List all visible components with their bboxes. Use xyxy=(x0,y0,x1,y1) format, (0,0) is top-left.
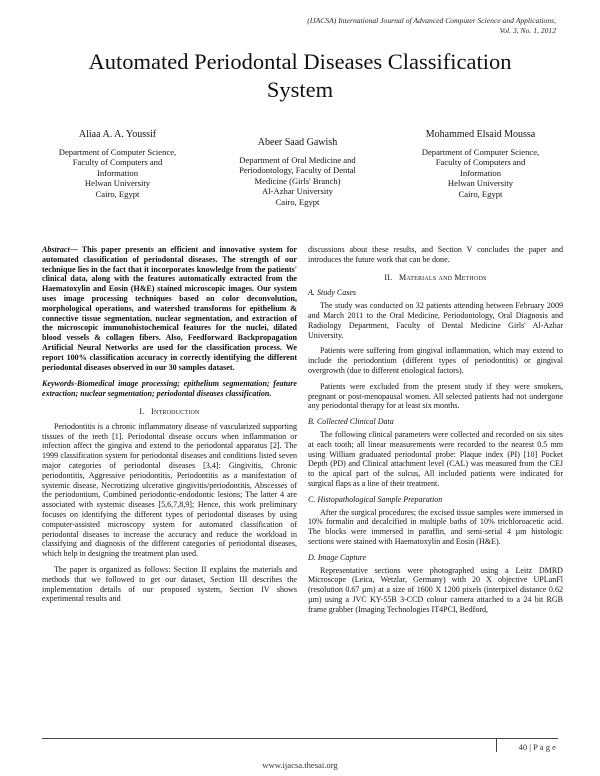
image-capture-paragraph: Representative sections were photographed using a Leitz DMRD Microscope (Leica, Wetzlar, Germany) with 20 X objective UPLanFl (resolution 0.67 µm) at a size of 1600 X 1200 pixels (interpixel distance 0.62 µm) using a JVC KY-55B 3-CCD colour camera attached to a 24 bit RGB frame grabber (Imaging Technologies IT4PCI, Bedford, xyxy=(308,565,563,614)
author-3-affil-1: Department of Computer Science, xyxy=(421,146,540,157)
author-1 xyxy=(30,130,205,200)
footer-rule xyxy=(42,738,558,739)
abstract xyxy=(42,245,297,372)
left-column xyxy=(42,245,297,610)
sample-prep-paragraph: After the surgical procedures; the excised tissue samples were immersed in 10% formalin and decalcified in multiple baths of 10% trichloroacetic acid. The blocks were immersed in paraffin, and semi-serial 4 µm histologic sections were stained with Haematoxylin and Eosin (H&E). xyxy=(308,507,563,546)
subsection-b-heading: B. Collected Clinical Data xyxy=(308,417,394,427)
paper-title xyxy=(40,48,560,104)
right-column xyxy=(308,245,563,621)
subsection-d-heading: D. Image Capture xyxy=(308,552,367,562)
intro-paragraph-2-cont: discussions about these results, and Section V concludes the paper and introduces the future work that can be done. xyxy=(308,245,563,264)
journal-line-1: (IJACSA) International Journal of Advanced Computer Science and Applications, xyxy=(307,16,556,25)
author-3-affil-3: Information xyxy=(459,167,502,178)
abstract-text: — This paper presents an efficient and innovative system for automated classification of periodontal diseases. The strength of our technique lies in the fact that it incorporates knowledge from the patients' clinical data, along with the features automatically extracted from the Haematoxylin and Eosin (H&E) stained microscopic images. Our system uses image processing techniques based on color deconvolution, morphological operations, and watershed transforms for epithelium & connective tissue segmentation, nuclear segmentation, and extraction of the microscopic immunohistochemical features for the nuclei, dilated blood vessels & collagen fibers. Also, Feedforward Backpropagation Artificial Neural Networks are used for the classification process. We report 100% classification accuracy in correctly identifying the different periodontal diseases observed in our 30 samples dataset. xyxy=(42,245,297,372)
author-1-affil-2: Faculty of Computers and xyxy=(72,157,163,168)
section-2-title: Materials and Methods xyxy=(399,272,487,282)
study-cases-paragraph-1: The study was conducted on 32 patients attending between February 2009 and March 2011 to the Oral Medicine, Periodontology, Oral Diagnosis and Radiology Department, Faculty of Dental Medicine Girls' Al-Azhar University. xyxy=(308,301,563,340)
author-2-affil-3: Medicine (Girls' Branch) xyxy=(254,175,341,186)
author-1-affil-5: Cairo, Egypt xyxy=(95,188,140,199)
intro-paragraph-1: Periodontitis is a chronic inflammatory disease of vascularized supporting tissues of the teeth [1]. Periodontal disease occurs when inflammation or infection affect the gingiva and extend to the periodontal apparatus [2]. The 1999 classification system for periodontal diseases and conditions listed seven major categories of periodontal diseases [3,4]: Gingivitis, Chronic periodontitis, Aggressive periodontitis, Periodontitis as a manifestation of systemic disease, Necrotizing ulcerative gingivitis/periodontitis, Abscesses of the periodontium, Combined periodontic-endodontic lesions; The latter 4 are associated with systemic diseases [5,6,7,8,9]; Hence, this work preliminary focuses on identifying the different types of periodontal diseases by using computer-assisted microscopy system for automated classification of periodontal diseases to increase the accuracy and reduce the workload in classifying and diagnosis of the different categories of periodontal diseases, which help in designing the treatment plan used. xyxy=(42,421,297,559)
author-3 xyxy=(393,130,568,200)
study-cases-paragraph-2: Patients were suffering from gingival inflammation, which may extend to include the periodontium (different types of periodontitis) or gingival overgrowth (due to different etiological factors). xyxy=(308,346,563,375)
study-cases-paragraph-3: Patients were excluded from the present study if they were smokers, pregnant or post-menopausal women. All selected patients had not undergone any periodontal therapy for at least six months. xyxy=(308,381,563,411)
page-number: 40 | P a g e xyxy=(518,742,556,752)
running-header xyxy=(307,16,556,36)
author-3-affil-2: Faculty of Computers and xyxy=(435,157,526,168)
author-1-affil-1: Department of Computer Science, xyxy=(58,146,177,157)
author-2-affil-5: Cairo, Egypt xyxy=(275,196,320,207)
author-3-affil-5: Cairo, Egypt xyxy=(458,188,503,199)
section-1-title: Introduction xyxy=(151,406,200,416)
author-2-affil-1: Department of Oral Medicine and xyxy=(239,154,356,165)
intro-paragraph-2: The paper is organized as follows: Section II explains the materials and methods that we followed to get our dataset, Section III describes the implementation details of our proposed system, Section IV shows experimental results and xyxy=(42,564,297,604)
author-block xyxy=(30,130,570,230)
author-1-affil-4: Helwan University xyxy=(84,178,151,189)
abstract-label: Abstract xyxy=(42,245,70,254)
author-3-name: Mohammed Elsaid Moussa xyxy=(425,129,536,140)
title-line-2: System xyxy=(266,77,334,102)
author-2-affil-2: Periodontology, Faculty of Dental xyxy=(239,165,356,176)
keywords: Keywords-Biomedical image processing; epithelium segmentation; feature extraction; nuclear segmentation; periodontal diseases classification. xyxy=(42,379,297,399)
footer-divider xyxy=(496,738,497,752)
section-heading-materials xyxy=(308,273,563,283)
title-line-1: Automated Periodontal Diseases Classification xyxy=(88,49,512,74)
subsection-a-heading: A. Study Cases xyxy=(308,288,357,298)
journal-line-2: Vol. 3, No. 1, 2012 xyxy=(499,26,556,35)
author-2-name: Abeer Saad Gawish xyxy=(257,137,338,148)
subsection-c-heading: C. Histopathological Sample Preparation xyxy=(308,494,443,504)
section-2-number: II. xyxy=(384,272,393,282)
author-1-affil-3: Information xyxy=(96,167,139,178)
author-1-name: Aliaa A. A. Youssif xyxy=(78,129,157,140)
author-3-affil-4: Helwan University xyxy=(447,178,514,189)
section-1-number: I. xyxy=(139,406,145,416)
section-heading-introduction xyxy=(42,407,297,417)
author-2-affil-4: Al-Azhar University xyxy=(262,186,333,197)
footer-url: www.ijacsa.thesai.org xyxy=(262,760,338,770)
author-2 xyxy=(210,138,385,208)
clinical-data-paragraph: The following clinical parameters were collected and recorded on six sites at each tooth; all linear measurements were recorded to the nearest 0.5 mm using William graduated periodontal probe: Plaque index (PI) [10] Pocket Depth (PD) and Clinical attachment level (CAL) was measured from the CEJ to the apical part of the sulcus, All included patients were indicated for surgical flaps as a line of their treatment. xyxy=(308,429,563,488)
